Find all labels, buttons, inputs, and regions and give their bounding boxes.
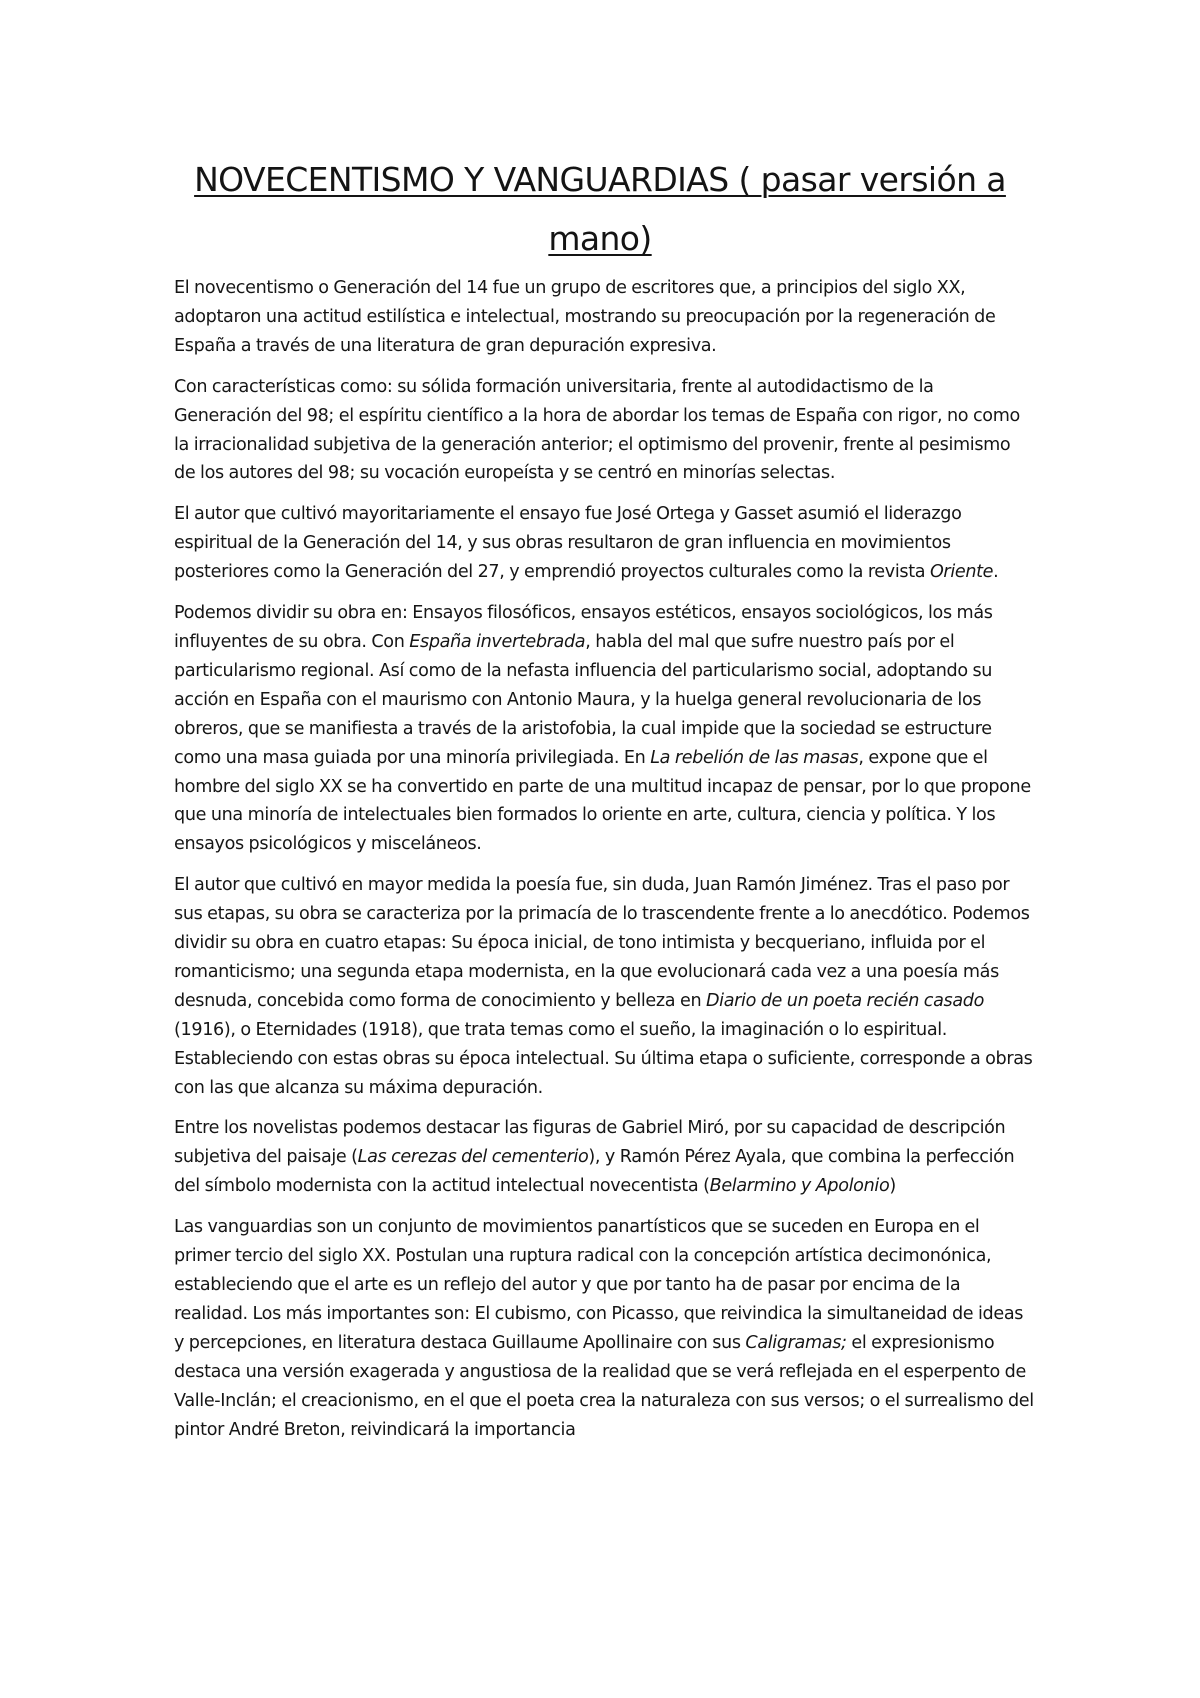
paragraph-text: ): [889, 1176, 896, 1197]
paragraph: [174, 500, 1034, 587]
italic-title-text: Caligramas;: [745, 1332, 847, 1353]
document-body: [174, 274, 1034, 1456]
paragraph-text: El novecentismo o Generación del 14 fue un grupo de escritores que, a principios del siglo XX, adoptaron una actitud estilística e intelectual, mostrando su preocupación por la regeneración de España a través de una literatura de gran depuración expresiva.: [174, 278, 996, 356]
italic-title-text: Oriente: [929, 562, 994, 583]
paragraph-text: el expresionismo destaca una versión exagerada y angustiosa de la realidad que se verá reflejada en el esperpento de Valle-Inclán; el creacionismo, en el que el poeta crea la naturaleza con sus versos; o el surrealismo del pintor André Breton, reivindicará la importancia: [174, 1332, 1034, 1440]
paragraph: [174, 1114, 1034, 1201]
italic-title-text: Belarmino y Apolonio: [709, 1176, 890, 1197]
paragraph-text: El autor que cultivó mayoritariamente el ensayo fue José Ortega y Gasset asumió el liderazgo espiritual de la Generación del 14, y sus obras resultaron de gran influencia en movimientos posteriores como la Generación del 27, y emprendió proyectos culturales como la revista: [174, 504, 962, 583]
paragraph-text: .: [993, 562, 999, 583]
document-title: NOVECENTISMO Y VANGUARDIAS ( pasar versión a mano): [194, 160, 1006, 258]
paragraph-text: Las vanguardias son un conjunto de movimientos panartísticos que se suceden en Europa en el primer tercio del siglo XX. Postulan una ruptura radical con la concepción artística decimonónica, estableciendo que el arte es un reflejo del autor y que por tanto ha de pasar por encima de la realidad. Los más importantes son: El cubismo, con Picasso, que reivindica la simultaneidad de ideas y percepciones, en literatura destaca Guillaume Apollinaire con sus: [174, 1217, 1024, 1353]
paragraph: [174, 274, 1034, 361]
paragraph-text: El autor que cultivó en mayor medida la poesía fue, sin duda, Juan Ramón Jiménez. Tras el paso por sus etapas, su obra se caracteriza por la primacía de lo trascendente frente a lo anecdótico. Podemos dividir su obra en cuatro etapas: Su época inicial, de tono intimista y becqueriano, influida por el romanticismo; una segunda etapa modernista, en la que evolucionará cada vez a una poesía más desnuda, concebida como forma de conocimiento y belleza en: [174, 875, 1030, 1011]
paragraph-text: (1916), o Eternidades (1918), que trata temas como el sueño, la imaginación o lo espiritual. Estableciendo con estas obras su época intelectual. Su última etapa o suficiente, corresponde a obras con las que alcanza su máxima depuración.: [174, 1019, 1033, 1098]
italic-title-text: España invertebrada: [409, 631, 586, 652]
italic-title-text: Las cerezas del cementerio: [357, 1147, 589, 1168]
paragraph-text: Con características como: su sólida formación universitaria, frente al autodidactismo de la Generación del 98; el espíritu científico a la hora de abordar los temas de España con rigor, no como la irracionalidad subjetiva de la generación anterior; el optimismo del provenir, frente al pesimismo de los autores del 98; su vocación europeísta y se centró en minorías selectas.: [174, 376, 1020, 484]
paragraph: [174, 599, 1034, 859]
paragraph-text: Podemos dividir su obra en: Ensayos filosóficos, ensayos estéticos, ensayos sociológicos, los más influyentes de su obra. Con: [174, 603, 993, 652]
italic-title-text: Diario de un poeta recién casado: [705, 990, 985, 1011]
paragraph: [174, 1213, 1034, 1444]
paragraph-text: ), y Ramón Pérez Ayala, que combina la perfección del símbolo modernista con la actitud intelectual novecentista (: [174, 1147, 1015, 1197]
paragraph: [174, 373, 1034, 489]
paragraph-text: , habla del mal que sufre nuestro país por el particularismo regional. Así como de la nefasta influencia del particularismo social, adoptando su acción en España con el maurismo con Antonio Maura, y la huelga general revolucionaria de los obreros, que se manifiesta a través de la aristofobia, la cual impide que la sociedad se estructure como una masa guiada por una minoría privilegiada. En: [174, 631, 993, 768]
paragraph-text: , expone que el hombre del siglo XX se ha convertido en parte de una multitud incapaz de pensar, por lo que propone que una minoría de intelectuales bien formados lo oriente en arte, cultura, ciencia y política. Y los ensayos psicológicos y misceláneos.: [174, 747, 1031, 855]
paragraph-text: Entre los novelistas podemos destacar las figuras de Gabriel Miró, por su capacidad de descripción subjetiva del paisaje (: [174, 1118, 1006, 1168]
italic-title-text: La rebelión de las masas: [650, 747, 859, 768]
paragraph: [174, 871, 1034, 1102]
